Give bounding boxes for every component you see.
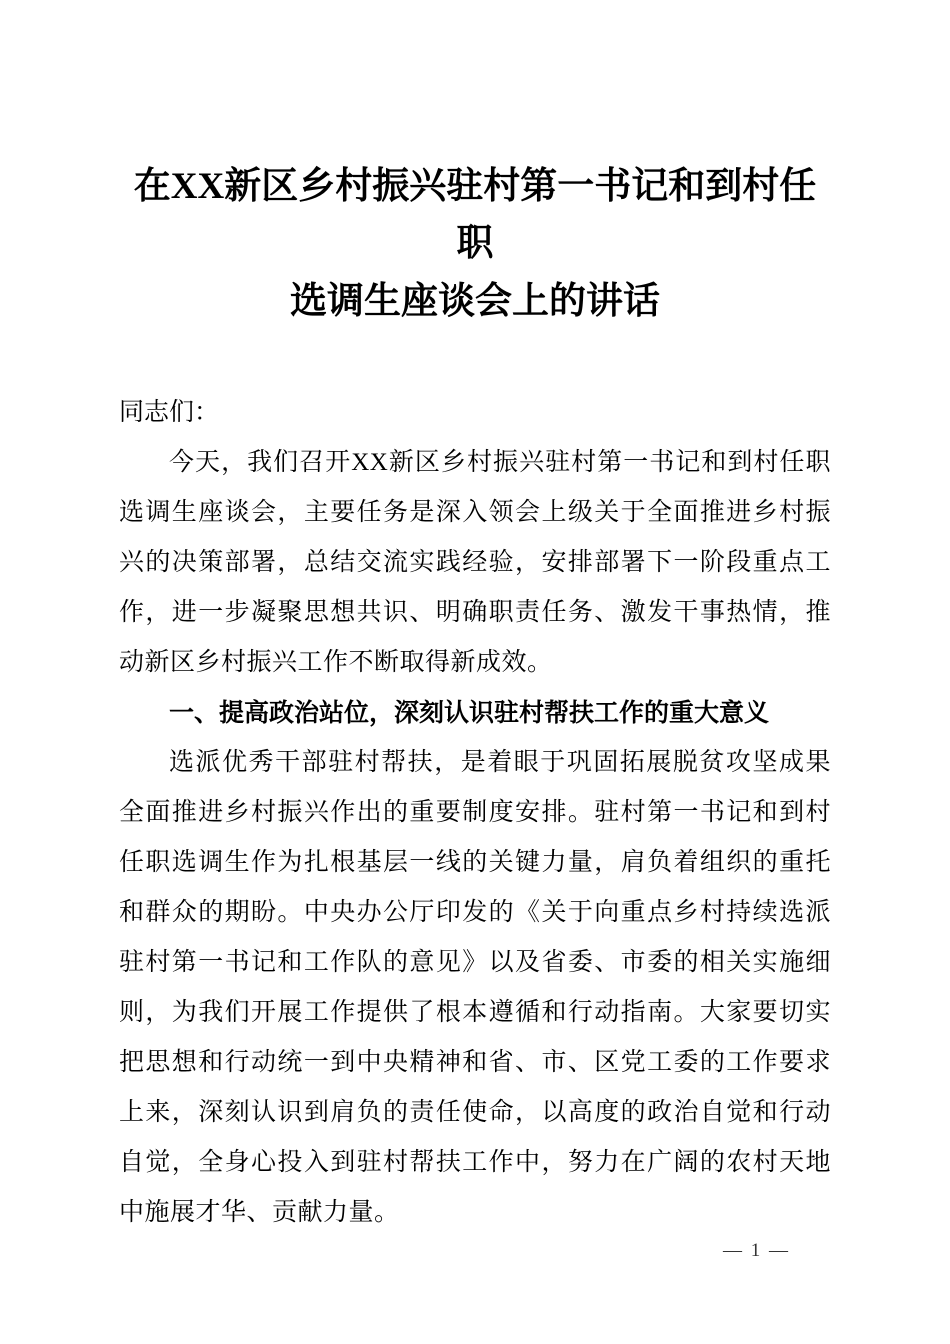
document-title	[119, 158, 831, 330]
document-title-line-1: 在XX新区乡村振兴驻村第一书记和到村任职	[133, 166, 817, 265]
document-title-line-2: 选调生座谈会上的讲话	[290, 280, 660, 322]
paragraph-1: 今天，我们召开XX新区乡村振兴驻村第一书记和到村任职选调生座谈会，主要任务是深入领会上级关于全面推进乡村振兴的决策部署，总结交流实践经验，安排部署下一阶段重点工作，进一步凝聚思想共识、明确职责任务、激发干事热情，推动新区乡村振兴工作不断取得新成效。	[119, 449, 831, 677]
section-heading-1: 一、提高政治站位，深刻认识驻村帮扶工作的重大意义	[169, 699, 770, 728]
page-number: — 1 —	[723, 1240, 790, 1261]
salutation: 同志们：	[119, 399, 220, 427]
paragraph-2: 选派优秀干部驻村帮扶，是着眼于巩固拓展脱贫攻坚成果全面推进乡村振兴作出的重要制度安排。驻村第一书记和到村任职选调生作为扎根基层一线的关键力量，肩负着组织的重托和群众的期盼。中央办公厅印发的《关于向重点乡村持续选派驻村第一书记和工作队的意见》以及省委、市委的相关实施细则，为我们开展工作提供了根本遵循和行动指南。大家要切实把思想和行动统一到中央精神和省、市、区党工委的工作要求上来，深刻认识到肩负的责任使命，以高度的政治自觉和行动自觉，全身心投入到驻村帮扶工作中，努力在广阔的农村天地中施展才华、贡献力量。	[119, 749, 831, 1227]
